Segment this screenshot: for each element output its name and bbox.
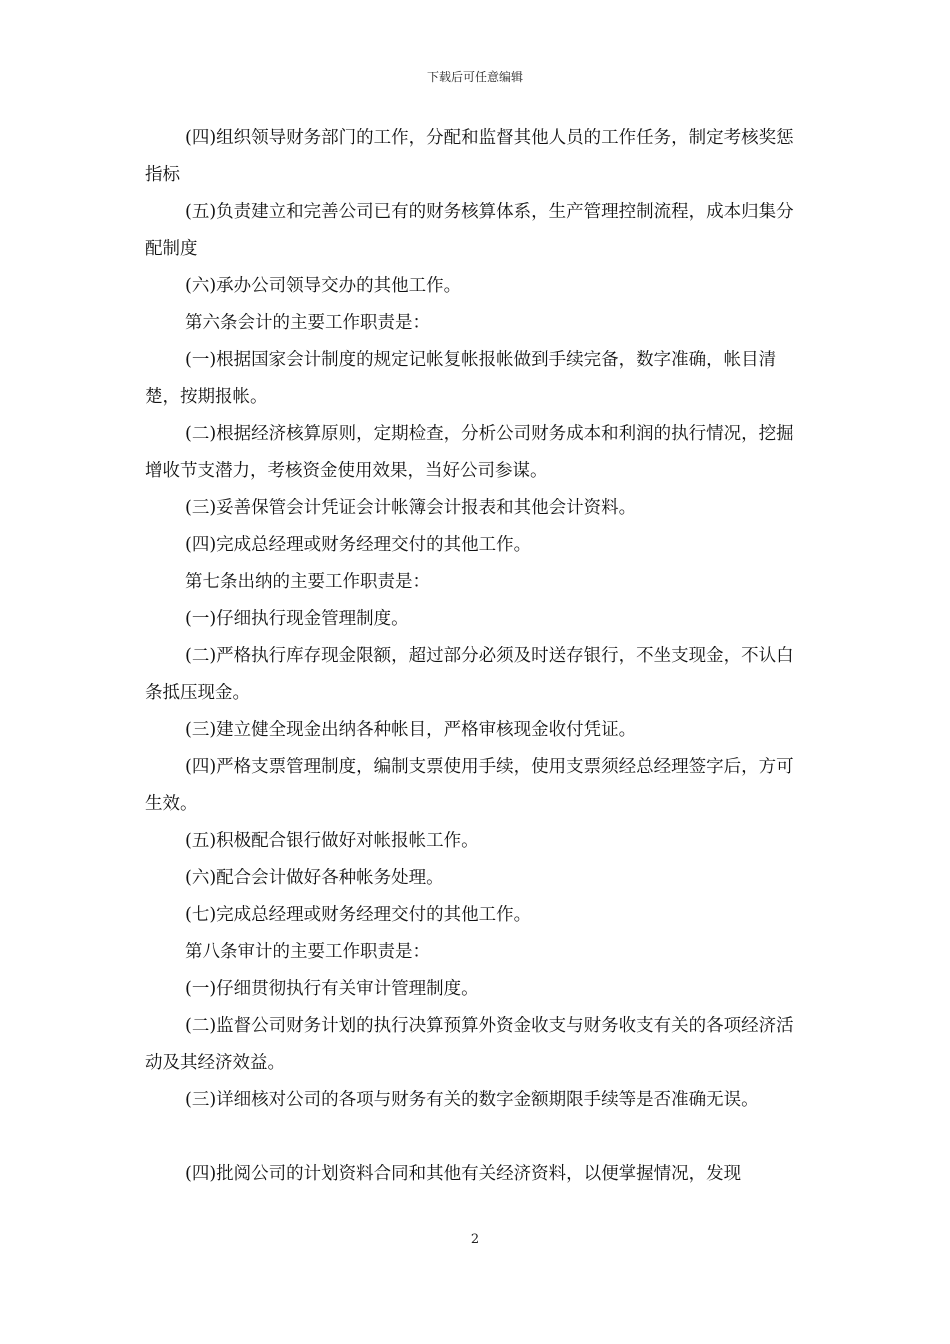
paragraph: (三)建立健全现金出纳各种帐目，严格审核现金收付凭证。: [185, 720, 637, 740]
section-heading: 第七条出纳的主要工作职责是：: [185, 572, 430, 592]
page-number: 2: [470, 1232, 480, 1247]
paragraph: (三)详细核对公司的各项与财务有关的数字金额期限手续等是否准确无误。: [185, 1090, 759, 1110]
paragraph: (一)仔细执行现金管理制度。: [185, 609, 409, 629]
paragraph: (五)负责建立和完善公司已有的财务核算体系，生产管理控制流程，成本归集分配制度: [145, 202, 794, 259]
blank-line: [145, 1119, 810, 1156]
paragraph: (四)完成总经理或财务经理交付的其他工作。: [185, 535, 532, 555]
paragraph: (七)完成总经理或财务经理交付的其他工作。: [185, 905, 532, 925]
page-header: 下载后可任意编辑: [426, 70, 523, 84]
paragraph: (四)批阅公司的计划资料合同和其他有关经济资料，以便掌握情况，发现: [185, 1164, 742, 1184]
paragraph: (四)严格支票管理制度，编制支票使用手续，使用支票须经总经理签字后，方可生效。: [145, 757, 794, 814]
paragraph: (六)承办公司领导交办的其他工作。: [185, 276, 462, 296]
section-heading: 第八条审计的主要工作职责是：: [185, 942, 430, 962]
paragraph: (二)根据经济核算原则，定期检查，分析公司财务成本和利润的执行情况，挖掘增收节支潜力，考核资金使用效果，当好公司参谋。: [145, 424, 794, 481]
paragraph: (五)积极配合银行做好对帐报帐工作。: [185, 831, 479, 851]
paragraph: (二)监督公司财务计划的执行决算预算外资金收支与财务收支有关的各项经济活动及其经济效益。: [145, 1016, 794, 1073]
paragraph: (六)配合会计做好各种帐务处理。: [185, 868, 444, 888]
paragraph: (一)仔细贯彻执行有关审计管理制度。: [185, 979, 479, 999]
paragraph: (四)组织领导财务部门的工作，分配和监督其他人员的工作任务，制定考核奖惩指标: [145, 128, 794, 185]
paragraph: (一)根据国家会计制度的规定记帐复帐报帐做到手续完备，数字准确，帐目清楚，按期报帐。: [145, 350, 777, 407]
section-heading: 第六条会计的主要工作职责是：: [185, 313, 430, 333]
paragraph: (二)严格执行库存现金限额，超过部分必须及时送存银行，不坐支现金，不认白条抵压现金。: [145, 646, 794, 703]
document-body: [145, 120, 810, 1193]
paragraph: (三)妥善保管会计凭证会计帐簿会计报表和其他会计资料。: [185, 498, 637, 518]
